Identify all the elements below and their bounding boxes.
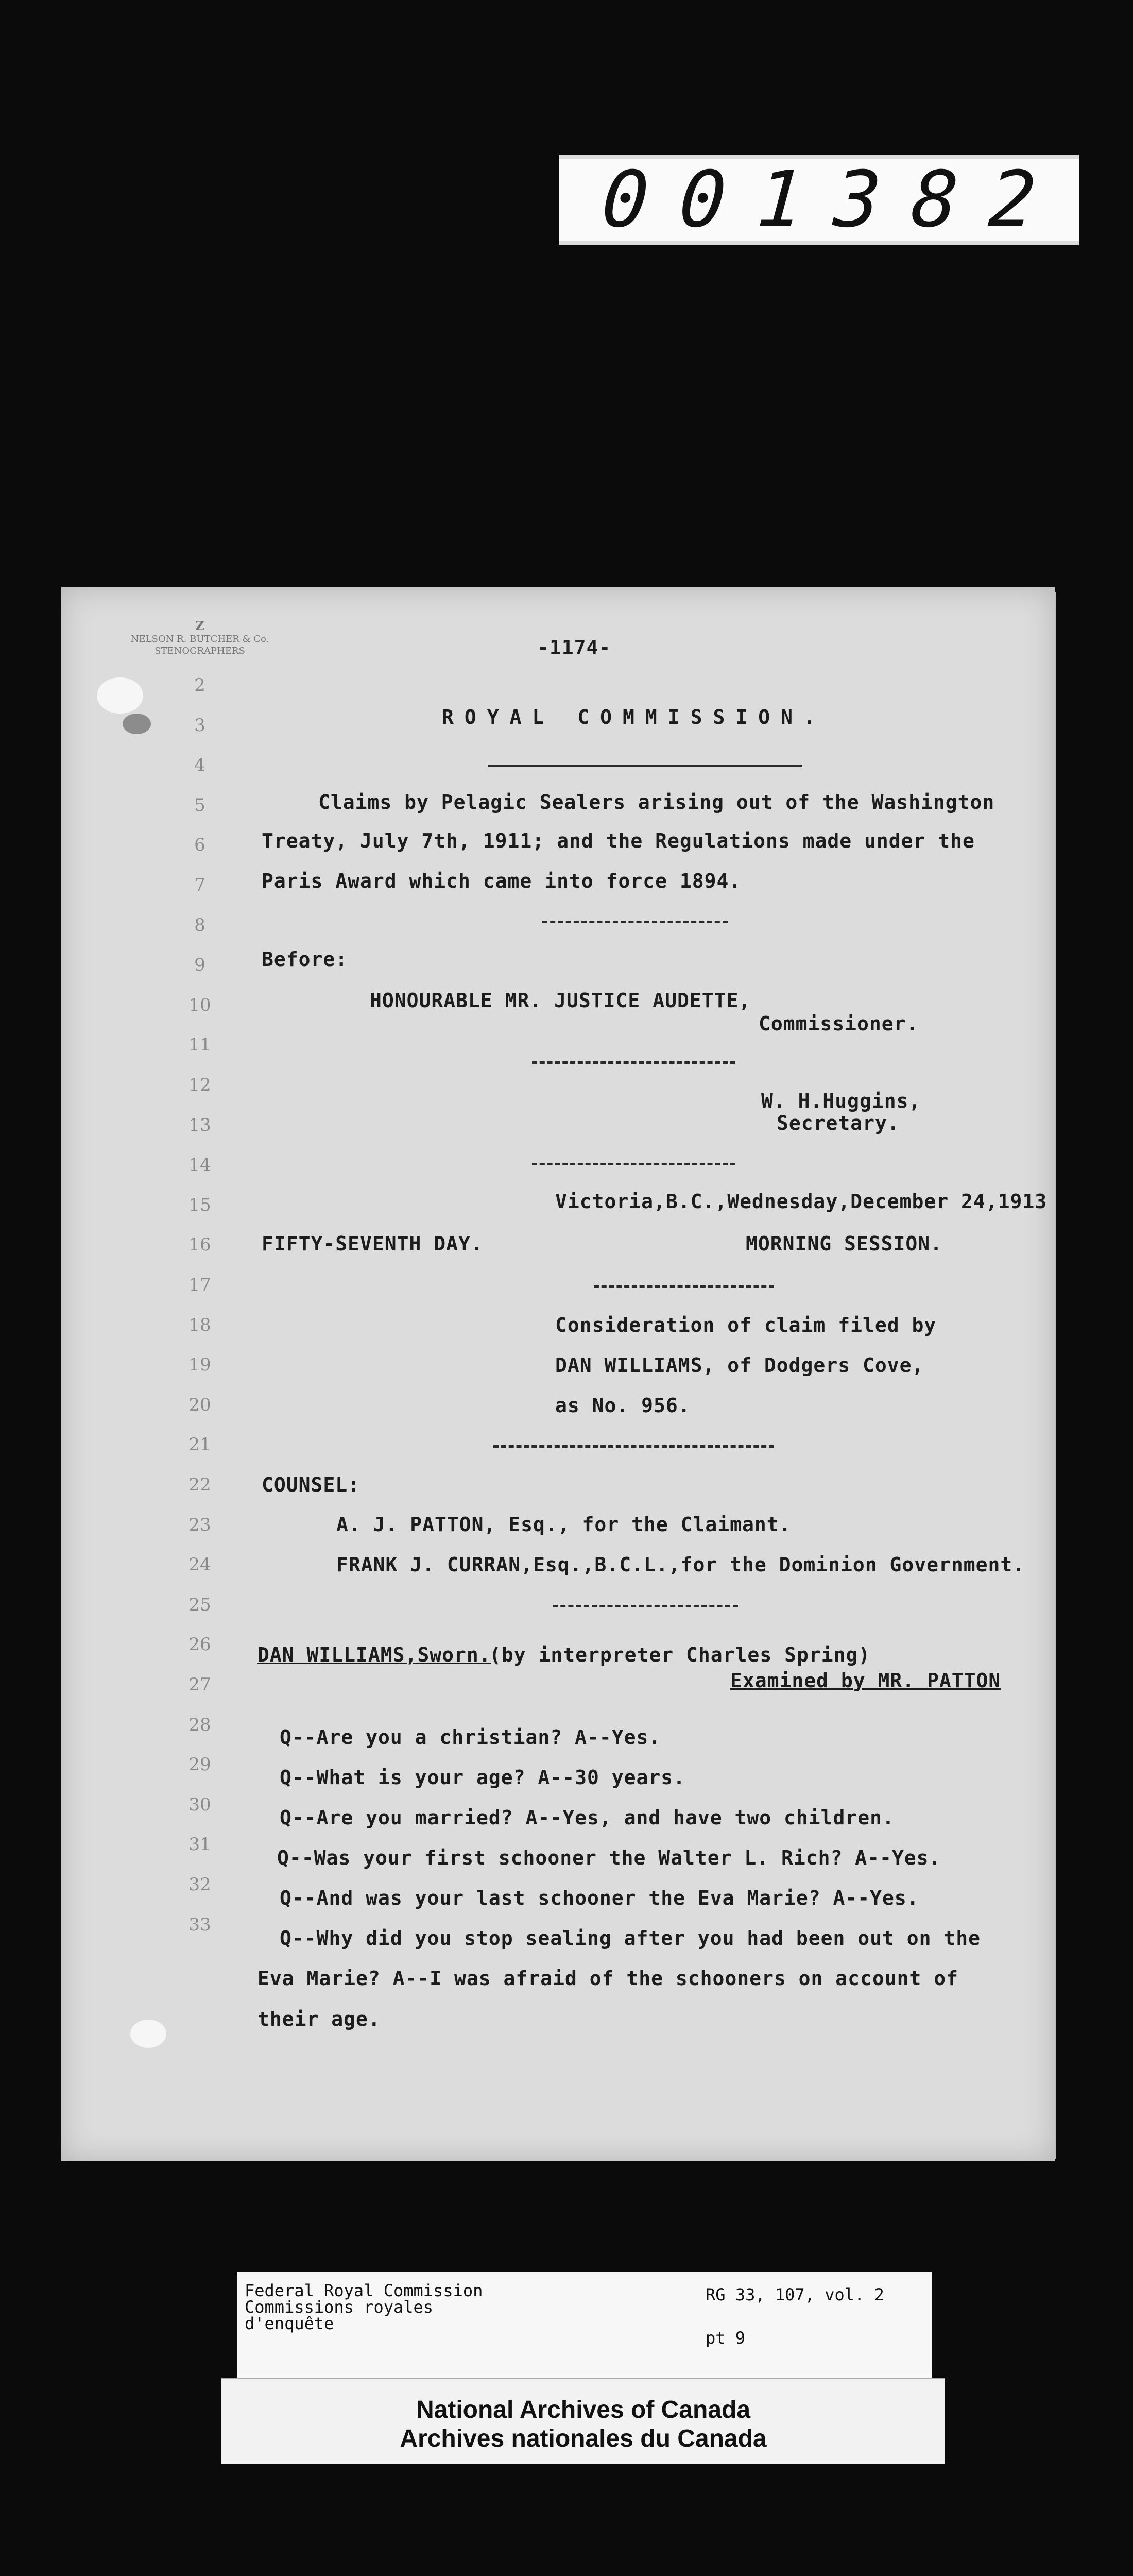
- line-number: 16: [188, 1234, 211, 1256]
- document-page: [61, 587, 1055, 2161]
- line-number: 2: [194, 675, 205, 696]
- counsel-government: FRANK J. CURRAN,Esq.,B.C.L.,for the Dominion Government.: [336, 1553, 1025, 1576]
- line-number: 22: [188, 1475, 211, 1495]
- before-label: Before:: [262, 948, 348, 971]
- line-number: 12: [188, 1075, 211, 1095]
- session-name: MORNING SESSION.: [746, 1232, 943, 1255]
- line-number: 23: [188, 1514, 211, 1535]
- witness-name: DAN WILLIAMS,Sworn.: [258, 1643, 491, 1666]
- session-day: FIFTY-SEVENTH DAY.: [262, 1232, 483, 1255]
- divider: [594, 1285, 774, 1288]
- line-number: 3: [194, 715, 205, 736]
- line-number: 4: [194, 755, 205, 776]
- document-title: ROYAL COMMISSION.: [442, 706, 826, 728]
- paper-damage: [130, 2020, 166, 2048]
- line-number: 18: [188, 1314, 211, 1335]
- claim-line-2: DAN WILLIAMS, of Dodgers Cove,: [555, 1354, 924, 1377]
- witness-interpreter: (by interpreter Charles Spring): [489, 1643, 871, 1666]
- part-number: pt 9: [706, 2328, 746, 2348]
- line-number: 8: [194, 914, 205, 936]
- paper-damage: [123, 714, 151, 734]
- paper-damage: [97, 677, 143, 714]
- archive-name-fr: Archives nationales du Canada: [400, 2425, 767, 2452]
- justice-name: HONOURABLE MR. JUSTICE AUDETTE,: [370, 989, 751, 1012]
- intro-line-1: Claims by Pelagic Sealers arising out of the Washington: [318, 791, 995, 814]
- line-number: 20: [188, 1394, 211, 1415]
- divider: [493, 1445, 774, 1448]
- line-number: 10: [188, 994, 211, 1015]
- divider: [542, 921, 728, 923]
- line-number: 11: [188, 1035, 211, 1056]
- testimony-line: Q--Was your first schooner the Walter L. Rich? A--Yes.: [277, 1846, 941, 1869]
- testimony-line: Q--And was your last schooner the Eva Marie? A--Yes.: [280, 1887, 919, 1909]
- line-number: 13: [188, 1114, 211, 1136]
- secretary-name: W. H.Huggins,: [761, 1090, 921, 1112]
- testimony-line: Q--Why did you stop sealing after you had been out on the: [280, 1927, 981, 1950]
- line-number: 15: [188, 1194, 211, 1215]
- archive-name-label: [221, 2378, 945, 2464]
- counsel-label: COUNSEL:: [262, 1473, 360, 1496]
- testimony-line: Q--Are you a christian? A--Yes.: [280, 1726, 661, 1749]
- line-number: 19: [188, 1354, 211, 1376]
- printer-name: NELSON R. BUTCHER & Co.: [130, 634, 269, 645]
- frame-number: 001382: [598, 155, 1070, 245]
- archive-name-en: National Archives of Canada: [416, 2396, 751, 2424]
- line-number: 17: [188, 1275, 211, 1295]
- divider: [553, 1605, 738, 1607]
- record-group-reference: RG 33, 107, vol. 2: [706, 2285, 884, 2304]
- testimony-line: Q--What is your age? A--30 years.: [280, 1766, 685, 1789]
- line-number: 9: [194, 955, 205, 976]
- testimony-line: Q--Are you married? A--Yes, and have two children.: [280, 1806, 895, 1829]
- collection-name-en: Federal Royal Commission: [245, 2281, 483, 2300]
- secretary-role: Secretary.: [777, 1112, 900, 1134]
- line-number: 21: [188, 1434, 211, 1455]
- printer-mark: [117, 618, 282, 657]
- line-number: 33: [188, 1914, 211, 1935]
- line-number: 32: [188, 1874, 211, 1895]
- claim-line-1: Consideration of claim filed by: [555, 1314, 937, 1336]
- frame-number-label: [559, 155, 1079, 245]
- line-number: 25: [188, 1594, 211, 1615]
- line-number: 5: [194, 794, 205, 816]
- intro-line-2: Treaty, July 7th, 1911; and the Regulations made under the: [262, 829, 975, 852]
- claim-line-3: as No. 956.: [555, 1394, 691, 1417]
- testimony-line: their age.: [258, 2008, 381, 2030]
- printer-symbol: Z: [195, 618, 204, 633]
- line-number: 14: [188, 1155, 211, 1176]
- collection-name-fr-2: d'enquête: [245, 2314, 334, 2333]
- line-number: 27: [188, 1674, 211, 1695]
- archive-reference-label: [237, 2272, 932, 2378]
- line-number: 31: [188, 1834, 211, 1855]
- line-number: 24: [188, 1554, 211, 1575]
- testimony-line: Eva Marie? A--I was afraid of the schooners on account of: [258, 1967, 959, 1990]
- line-number: 26: [188, 1634, 211, 1655]
- line-number: 28: [188, 1714, 211, 1735]
- line-number: 6: [194, 835, 205, 856]
- printer-trade: STENOGRAPHERS: [154, 645, 245, 656]
- title-rule: [488, 765, 802, 767]
- examined-by: Examined by MR. PATTON: [730, 1669, 1001, 1692]
- collection-name-fr: Commissions royales: [245, 2297, 434, 2317]
- intro-line-3: Paris Award which came into force 1894.: [262, 870, 742, 892]
- divider: [532, 1163, 735, 1165]
- counsel-claimant: A. J. PATTON, Esq., for the Claimant.: [336, 1513, 792, 1536]
- divider: [532, 1061, 735, 1064]
- line-number: 29: [188, 1754, 211, 1775]
- place-date: Victoria,B.C.,Wednesday,December 24,1913: [555, 1190, 1048, 1213]
- page-number: -1174-: [537, 636, 611, 659]
- line-number: 7: [194, 875, 205, 895]
- line-number: 30: [188, 1794, 211, 1815]
- justice-role: Commissioner.: [759, 1012, 919, 1035]
